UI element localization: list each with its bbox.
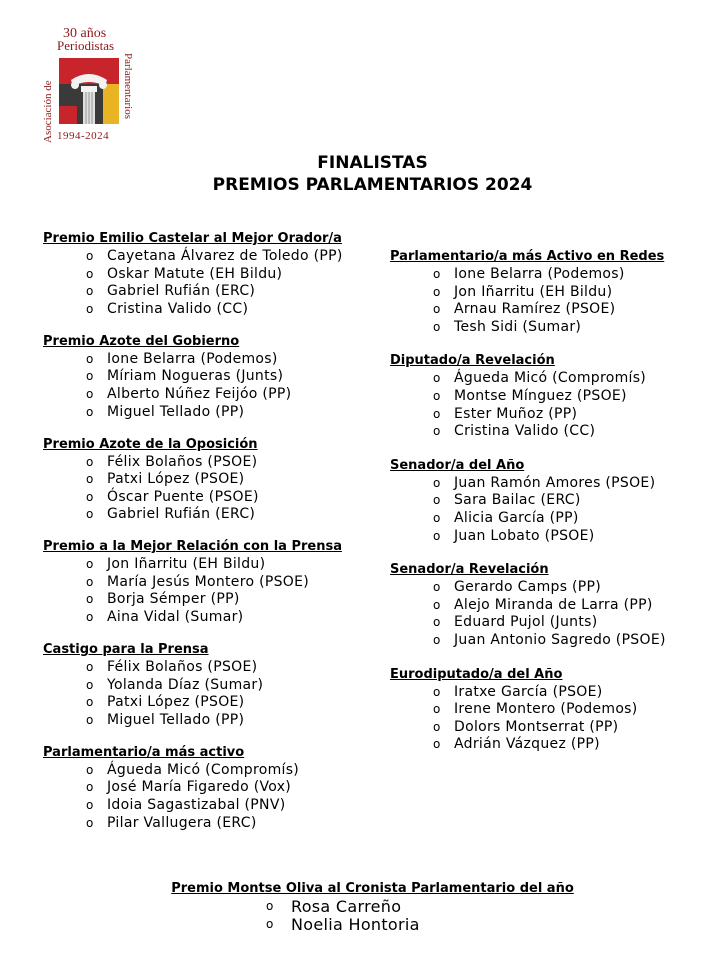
bullet-icon: o [86,660,94,675]
bullet-icon: o [86,266,94,281]
bottom-item-list [227,898,527,933]
bullet-icon: o [433,719,441,734]
section-heading: Senador/a Revelación [390,562,549,578]
finalist-name: Gerardo Camps (PP) [454,579,602,596]
bullet-icon: o [433,615,441,630]
list-item [390,684,710,702]
list-item [43,266,373,284]
logo-side-right-text: Parlamentarios [122,53,134,119]
award-section [43,744,373,832]
bullet-icon: o [86,762,94,777]
list-item [390,736,710,754]
list-item [390,266,710,284]
list-item [227,916,527,934]
list-item [390,406,710,424]
bullet-icon: o [86,301,94,316]
bullet-icon: o [433,284,441,299]
finalist-name: Gabriel Rufián (ERC) [107,283,256,300]
list-item [43,556,373,574]
finalist-name: Montse Mínguez (PSOE) [454,387,627,404]
list-item [390,614,710,632]
finalist-name: Félix Bolaños (PSOE) [107,453,258,470]
list-item [43,779,373,797]
finalist-name: Sara Bailac (ERC) [454,492,581,509]
list-item [390,632,710,650]
list-item [390,319,710,337]
bullet-icon: o [86,404,94,419]
bullet-icon: o [433,684,441,699]
bullet-icon: o [433,406,441,421]
bullet-icon: o [86,386,94,401]
finalist-name: Irene Montero (Podemos) [454,701,638,718]
finalist-name: Gabriel Rufián (ERC) [107,506,256,523]
finalist-name: Alicia García (PP) [454,509,579,526]
finalist-name: Míriam Nogueras (Junts) [107,368,284,385]
section-heading: Parlamentario/a más activo [43,744,245,760]
list-item [43,248,373,266]
bullet-icon: o [86,284,94,299]
list-item [43,404,373,422]
bullet-icon: o [86,249,94,263]
bullet-icon: o [433,528,441,543]
list-item [43,762,373,780]
bullet-icon: o [86,574,94,589]
finalist-name: Borja Sémper (PP) [107,591,240,608]
finalist-name: Aina Vidal (Sumar) [107,609,244,626]
list-item [43,591,373,609]
section-heading: Premio Montse Oliva al Cronista Parlamentario del año [171,881,574,896]
bullet-icon: o [86,677,94,692]
list-item [390,597,710,615]
finalist-name: Patxi López (PSOE) [107,694,245,711]
award-section [390,352,710,440]
left-column [43,230,373,847]
list-item [390,301,710,319]
bullet-icon: o [433,737,441,752]
bullet-icon: o [86,695,94,710]
bullet-icon: o [86,712,94,727]
bullet-icon: o [86,780,94,795]
section-heading: Premio Azote del Gobierno [43,333,240,349]
bullet-icon: o [266,916,274,931]
bullet-icon: o [86,592,94,607]
finalist-name: Alejo Miranda de Larra (PP) [454,596,653,613]
list-item [43,677,373,695]
bullet-icon: o [433,371,441,386]
finalist-name: Cristina Valido (CC) [107,300,249,317]
list-item [43,471,373,489]
page-subtitle: PREMIOS PARLAMENTARIOS 2024 [212,175,533,195]
finalist-name: Noelia Hontoria [291,914,420,934]
finalist-name: Patxi López (PSOE) [107,471,245,488]
logo-periodistas: Periodistas [57,38,115,53]
list-item [43,301,373,319]
logo-years: 1994-2024 [57,130,110,142]
column-capital-icon [59,58,119,124]
bullet-icon: o [433,702,441,717]
logo-side-left-text: Asociación de [42,80,54,143]
list-item [43,712,373,730]
list-item [390,492,710,510]
list-item [390,388,710,406]
association-logo [43,28,143,146]
section-heading: Parlamentario/a más Activo en Redes [390,249,665,264]
finalist-name: Cristina Valido (CC) [454,423,596,440]
bullet-icon: o [433,510,441,525]
finalist-name: Jon Iñarritu (EH Bildu) [454,283,613,300]
list-item [390,701,710,719]
bullet-icon: o [86,507,94,522]
bullet-icon: o [433,475,441,490]
list-item [43,283,373,301]
list-item [43,815,373,833]
finalist-name: Idoia Sagastizabal (PNV) [107,797,286,814]
award-section [43,436,373,524]
bullet-icon: o [86,610,94,625]
list-item [43,609,373,627]
finalist-name: Águeda Micó (Compromís) [454,370,647,387]
bullet-icon: o [86,557,94,572]
list-item [43,797,373,815]
finalist-name: Juan Ramón Amores (PSOE) [454,474,656,491]
logo-top-text [57,28,147,52]
finalist-name: Oskar Matute (EH Bildu) [107,265,283,282]
finalist-name: Ione Belarra (Podemos) [454,266,625,282]
section-heading: Castigo para la Prensa [43,642,209,658]
finalist-name: Águeda Micó (Compromís) [107,761,300,778]
award-section [390,457,710,545]
list-item [390,370,710,388]
finalist-name: Óscar Puente (PSOE) [107,488,259,505]
finalist-name: Arnau Ramírez (PSOE) [454,301,616,318]
finalist-name: Ione Belarra (Podemos) [107,350,278,367]
finalist-name: Eduard Pujol (Junts) [454,614,598,631]
finalist-name: Miguel Tellado (PP) [107,403,245,420]
bullet-icon: o [433,319,441,334]
finalist-name: Iratxe García (PSOE) [454,683,603,700]
finalist-name: Juan Lobato (PSOE) [454,527,595,544]
bullet-icon: o [86,815,94,830]
section-heading: Eurodiputado/a del Año [390,666,563,682]
list-item [390,510,710,528]
bullet-icon: o [86,369,94,384]
award-section [43,641,373,729]
bullet-icon: o [86,489,94,504]
section-heading: Senador/a del Año [390,457,525,473]
section-heading: Premio Azote de la Oposición [43,436,258,452]
list-item [43,694,373,712]
bullet-icon: o [433,388,441,403]
bullet-icon: o [433,424,441,439]
finalist-name: Adrián Vázquez (PP) [454,736,600,753]
list-item [43,506,373,524]
section-heading: Diputado/a Revelación [390,353,555,369]
list-item [390,423,710,441]
list-item [43,489,373,507]
list-item [43,454,373,472]
finalist-name: Jon Iñarritu (EH Bildu) [107,556,266,573]
section-heading: Premio a la Mejor Relación con la Prensa [43,539,342,555]
award-section [43,333,373,421]
finalist-name: María Jesús Montero (PSOE) [107,573,309,590]
finalist-name: Tesh Sidi (Sumar) [454,318,582,335]
list-item [390,475,710,493]
list-item [43,659,373,677]
bullet-icon: o [266,899,274,913]
award-section [390,666,710,754]
finalist-name: Pilar Vallugera (ERC) [107,814,257,831]
list-item [390,579,710,597]
bullet-icon: o [86,351,94,366]
finalist-name: José María Figaredo (Vox) [107,779,292,796]
award-section [43,538,373,626]
bullet-icon: o [433,493,441,508]
section-heading: Premio Emilio Castelar al Mejor Orador/a [43,231,342,246]
list-item [43,386,373,404]
right-column [390,248,710,770]
award-section [390,561,710,649]
bullet-icon: o [86,798,94,813]
finalist-name: Yolanda Díaz (Sumar) [107,676,264,693]
finalist-name: Alberto Núñez Feijóo (PP) [107,385,292,402]
award-section [43,230,373,318]
logo-anniversary: 30 años [63,26,107,41]
list-item [43,351,373,369]
bullet-icon: o [433,580,441,595]
award-section [390,248,710,336]
bullet-icon: o [433,632,441,647]
bullet-icon: o [86,454,94,469]
list-item [390,719,710,737]
finalist-name: Rosa Carreño [291,897,402,916]
bullet-icon: o [433,302,441,317]
list-item [43,368,373,386]
bottom-section [0,880,715,933]
list-item [43,574,373,592]
bullet-icon: o [433,267,441,281]
finalist-name: Ester Muñoz (PP) [454,405,578,422]
finalist-name: Félix Bolaños (PSOE) [107,659,258,676]
finalist-name: Miguel Tellado (PP) [107,711,245,728]
finalist-name: Dolors Montserrat (PP) [454,718,619,735]
bullet-icon: o [433,597,441,612]
page-title: FINALISTAS [317,153,428,173]
list-item [227,898,527,916]
list-item [390,528,710,546]
list-item [390,284,710,302]
finalist-name: Juan Antonio Sagredo (PSOE) [454,631,666,648]
finalist-name: Cayetana Álvarez de Toledo (PP) [107,248,343,264]
bullet-icon: o [86,472,94,487]
